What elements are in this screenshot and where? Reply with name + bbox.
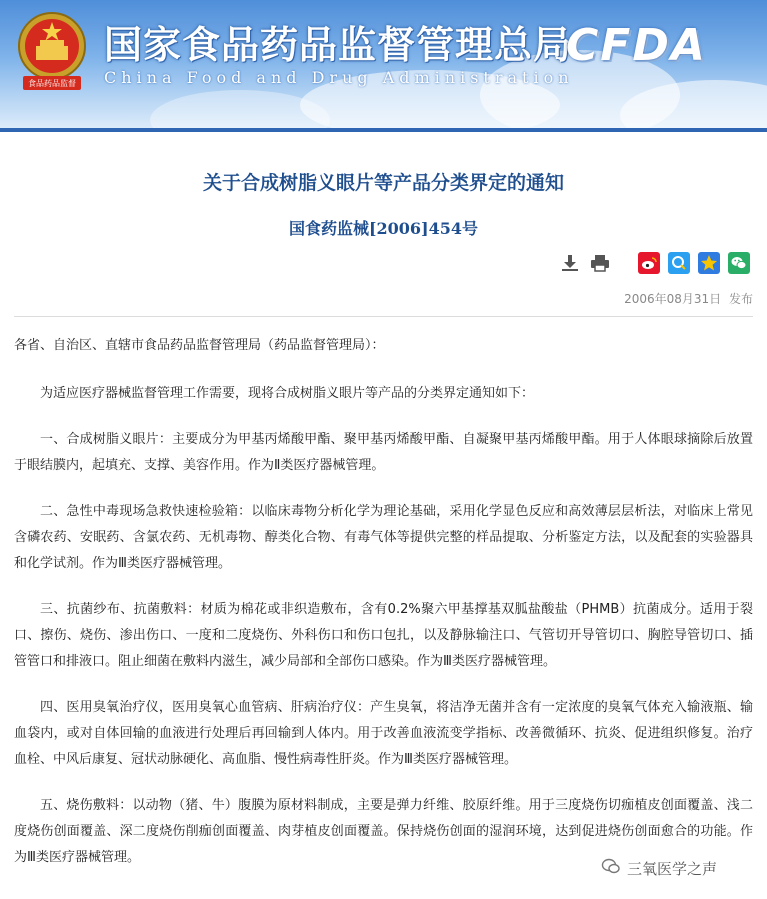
emblem-label: 食品药品监督 [28,79,76,88]
publish-date: 2006年08月31日 [624,292,722,306]
salutation: 各省、自治区、直辖市食品药品监督管理局（药品监督管理局）： [14,338,385,353]
watermark-text: 三氧医学之声 [627,859,718,878]
article-toolbar [0,252,767,278]
weibo-icon[interactable] [638,252,660,274]
account-watermark [597,856,721,880]
notice-title: 关于合成树脂义眼片等产品分类界定的通知 [202,172,564,194]
list-item: 五、烧伤敷料：以动物（猪、牛）腹膜为原材料制成，主要是弹力纤维、胶原纤维。用于三度烧伤切痂植皮创面覆盖、浅二度烧伤创面覆盖、深二度烧伤削痂创面覆盖、肉芽植皮创面覆盖。保持烧伤创面的湿润环境，达到促进烧伤创面愈合的功能。作为Ⅲ类医疗器械管理。 [14,798,753,865]
download-icon[interactable] [559,252,581,274]
publish-label: 发布 [728,292,753,306]
list-item: 三、抗菌纱布、抗菌敷料：材质为棉花或非织造敷布，含有0.2%聚六甲基撑基双胍盐酸盐（PHMB）抗菌成分。适用于裂口、擦伤、烧伤、渗出伤口、一度和二度烧伤、外科伤口和伤口包扎，以及静脉输注口、气管切开导管切口、胸腔导管切口、插管管口和排液口。阻止细菌在敷料内滋生，减少局部和全部伤口感染。作为Ⅲ类医疗器械管理。 [14,602,753,669]
notice-number: 国食药监械[2006]454号 [288,219,479,238]
content-divider [14,316,753,317]
banner-divider [0,128,767,132]
site-banner [0,0,767,128]
print-icon[interactable] [589,252,611,274]
publish-info [624,290,753,307]
wechat-icon[interactable] [728,252,750,274]
national-emblem-icon [14,10,90,94]
notice-body [14,333,753,891]
intro-paragraph: 为适应医疗器械监督管理工作需要，现将合成树脂义眼片等产品的分类界定通知如下： [40,386,535,401]
list-item: 一、合成树脂义眼片：主要成分为甲基丙烯酸甲酯、聚甲基丙烯酸甲酯、自凝聚甲基丙烯酸甲酯。用于人体眼球摘除后放置于眼结膜内，起填充、支撑、美容作用。作为Ⅱ类医疗器械管理。 [14,432,753,473]
site-title-cn: 国家食品药品监督管理总局 [104,22,573,67]
site-title-en: China Food and Drug Administration [104,68,574,87]
list-item: 二、急性中毒现场急救快速检验箱：以临床毒物分析化学为理论基础，采用化学显色反应和高效薄层层析法，对临床上常见含磷农药、安眠药、含氯农药、无机毒物、醇类化合物、有毒气体等提供完整的样品提取、分析鉴定方法，以及配套的实验器具和化学试剂。作为Ⅲ类医疗器械管理。 [14,504,753,571]
qq-star-icon[interactable] [698,252,720,274]
wechat-account-icon [601,857,621,879]
qzone-icon[interactable] [668,252,690,274]
cfda-logo[interactable]: CFDA [566,20,707,71]
list-item: 四、医用臭氧治疗仪，医用臭氧心血管病、肝病治疗仪：产生臭氧，将洁净无菌并含有一定浓度的臭氧气体充入输液瓶、输血袋内，或对自体回输的血液进行处理后再回输到人体内。用于改善血液流变学指标、改善微循环、抗炎、促进组织修复。治疗血栓、中风后康复、冠状动脉硬化、高血脂、慢性病毒性肝炎。作为Ⅲ类医疗器械管理。 [14,700,753,767]
